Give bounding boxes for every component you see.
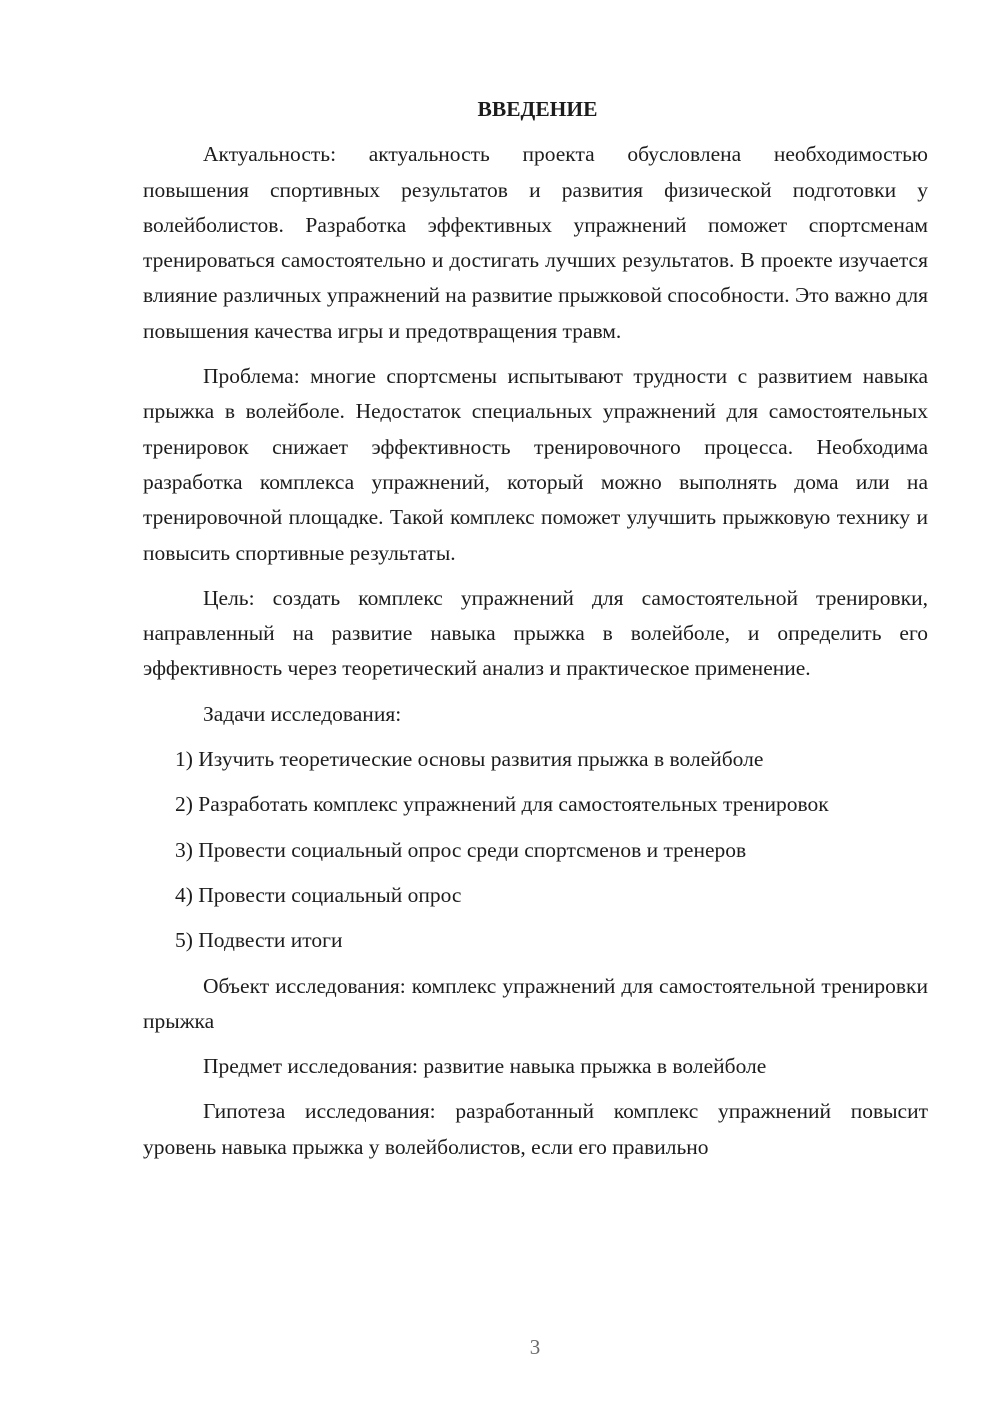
tasks-heading: Задачи исследования: (203, 701, 402, 726)
page-number: 3 (529, 1335, 541, 1359)
paragraph-hypothesis: Гипотеза исследования: разработанный комплекс упражнений повысит уровень навыка прыжка у волейболистов, если его правильно (143, 1099, 928, 1159)
task-item-3: 3) Провести социальный опрос среди спортсменов и тренеров (175, 837, 747, 862)
paragraph-relevance: Актуальность: актуальность проекта обусловлена необходимостью повышения спортивных результатов и развития физической подготовки у волейболистов. Разработка эффективных упражнений поможет спортсменам тренироваться самостоятельно и достигать лучших результатов. В проекте изучается влияние различных упражнений на развитие прыжковой способности. Это важно для повышения качества игры и предотвращения травм. (143, 142, 928, 343)
task-item-5: 5) Подвести итоги (175, 928, 343, 953)
section-title: ВВЕДЕНИЕ (477, 97, 598, 121)
task-item-2: 2) Разработать комплекс упражнений для самостоятельных тренировок (175, 792, 829, 817)
paragraph-problem: Проблема: многие спортсмены испытывают трудности с развитием навыка прыжка в волейболе. Недостаток специальных упражнений для самостоятельных тренировок снижает эффективность тренировочного процесса. Необходима разработка комплекса упражнений, который можно выполнять дома или на тренировочной площадке. Такой комплекс поможет улучшить прыжковую технику и повысить спортивные результаты. (143, 364, 928, 565)
page-content (143, 92, 928, 1175)
paragraph-goal: Цель: создать комплекс упражнений для самостоятельной тренировки, направленный на развитие навыка прыжка в волейболе, и определить его эффективность через теоретический анализ и практическое применение. (143, 585, 928, 681)
task-item-1: 1) Изучить теоретические основы развития прыжка в волейболе (175, 747, 764, 772)
task-item-4: 4) Провести социальный опрос (175, 882, 462, 907)
paragraph-object: Объект исследования: комплекс упражнений для самостоятельной тренировки прыжка (143, 973, 928, 1033)
paragraph-subject: Предмет исследования: развитие навыка прыжка в волейболе (203, 1054, 767, 1079)
